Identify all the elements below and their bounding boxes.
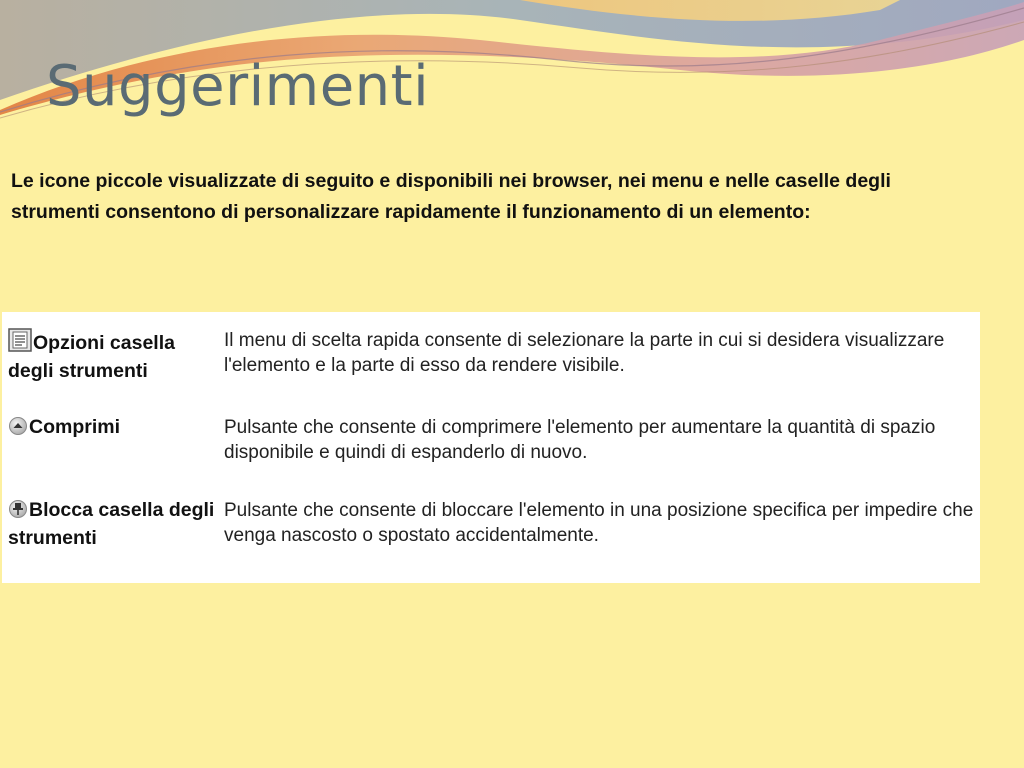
toolbox-options-icon <box>8 328 32 359</box>
intro-paragraph: Le icone piccole visualizzate di seguito e disponibili nei browser, nei menu e nelle caselle degli strumenti consentono di personalizzare rapidamente il funzionamento di un elemento: <box>11 170 891 223</box>
slide-title: Suggerimenti <box>46 54 430 119</box>
tip-label: Blocca casella degli strumenti <box>8 499 215 549</box>
collapse-icon <box>8 416 28 443</box>
tip-label: Opzioni casella degli strumenti <box>8 332 175 382</box>
tip-description: Il menu di scelta rapida consente di selezionare la parte in cui si desidera visualizzare l'elemento e la parte di esso da rendere visibile. <box>224 330 945 376</box>
tip-label-cell <box>8 498 218 551</box>
tips-table <box>2 312 980 583</box>
tip-label: Comprimi <box>29 416 121 438</box>
tip-description: Pulsante che consente di comprimere l'elemento per aumentare la quantità di spazio disponibile e quindi di espanderlo di nuovo. <box>224 417 936 463</box>
tip-description: Pulsante che consente di bloccare l'elemento in una posizione specifica per impedire che venga nascosto o spostato accidentalmente. <box>224 500 974 546</box>
tip-label-cell <box>8 415 218 443</box>
pin-icon <box>8 499 28 526</box>
tip-label-cell <box>8 328 218 384</box>
